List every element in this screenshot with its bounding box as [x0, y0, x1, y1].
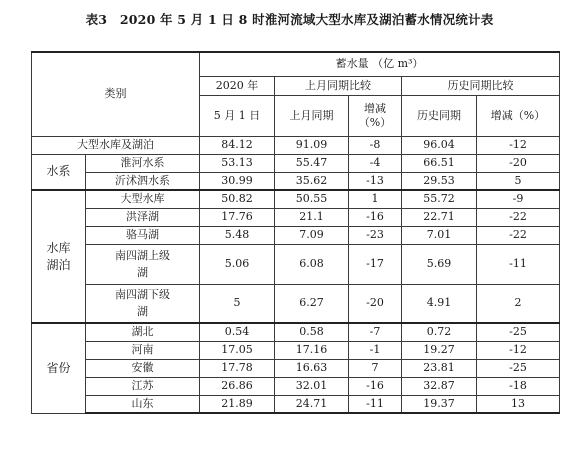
value-hist-change: -22	[477, 226, 560, 244]
value-history: 19.27	[402, 341, 477, 359]
value-last-month: 6.08	[275, 244, 349, 284]
value-history: 22.71	[402, 208, 477, 226]
value-hist-change: -12	[477, 136, 560, 154]
table-row	[32, 244, 560, 284]
value-history: 0.72	[402, 323, 477, 341]
value-history: 5.69	[402, 244, 477, 284]
table-row	[32, 323, 560, 341]
value-last-month: 0.58	[275, 323, 349, 341]
table-row	[32, 359, 560, 377]
value-history: 19.37	[402, 395, 477, 413]
row-label: 大型水库及湖泊	[32, 136, 200, 154]
value-mom-change: -8	[349, 136, 402, 154]
row-label: 江苏	[86, 377, 200, 395]
value-last-month: 6.27	[275, 284, 349, 323]
header-date: 5 月 1 日	[200, 95, 275, 136]
row-label: 沂沭泗水系	[86, 172, 200, 190]
header-history: 历史同期	[402, 95, 477, 136]
table-row	[32, 172, 560, 190]
value-mom-change: -17	[349, 244, 402, 284]
header-last-month: 上月同期	[275, 95, 349, 136]
value-history: 29.53	[402, 172, 477, 190]
value-last-month: 16.63	[275, 359, 349, 377]
header-year: 2020 年	[200, 76, 275, 95]
row-label: 骆马湖	[86, 226, 200, 244]
table-row	[32, 284, 560, 323]
group-label: 水系	[32, 154, 86, 190]
value-last-month: 91.09	[275, 136, 349, 154]
table-title: 表3 2020 年 5 月 1 日 8 时淮河流域大型水库及湖泊蓄水情况统计表	[85, 12, 494, 27]
value-last-month: 21.1	[275, 208, 349, 226]
value-hist-change: -25	[477, 359, 560, 377]
value-last-month: 50.55	[275, 190, 349, 208]
value-hist-change: -18	[477, 377, 560, 395]
header-hist-change: 增减（%）	[477, 95, 560, 136]
value-mom-change: -23	[349, 226, 402, 244]
row-label: 南四湖上级湖	[86, 244, 200, 284]
value-history: 55.72	[402, 190, 477, 208]
value-2020: 5.06	[200, 244, 275, 284]
value-history: 7.01	[402, 226, 477, 244]
value-mom-change: -16	[349, 208, 402, 226]
header-hist: 历史同期比较	[402, 76, 560, 95]
value-history: 4.91	[402, 284, 477, 323]
value-hist-change: 2	[477, 284, 560, 323]
value-mom-change: 1	[349, 190, 402, 208]
table-row	[32, 226, 560, 244]
value-last-month: 32.01	[275, 377, 349, 395]
value-2020: 17.78	[200, 359, 275, 377]
value-mom-change: -16	[349, 377, 402, 395]
table-row	[32, 377, 560, 395]
value-last-month: 24.71	[275, 395, 349, 413]
value-2020: 21.89	[200, 395, 275, 413]
value-mom-change: 7	[349, 359, 402, 377]
table-row	[32, 395, 560, 413]
value-history: 96.04	[402, 136, 477, 154]
row-label: 湖北	[86, 323, 200, 341]
header-mom-change: 增减（%）	[349, 95, 402, 136]
value-2020: 17.05	[200, 341, 275, 359]
value-2020: 50.82	[200, 190, 275, 208]
value-hist-change: 5	[477, 172, 560, 190]
value-2020: 0.54	[200, 323, 275, 341]
value-history: 32.87	[402, 377, 477, 395]
table-row	[32, 190, 560, 208]
value-mom-change: -7	[349, 323, 402, 341]
value-mom-change: -20	[349, 284, 402, 323]
value-hist-change: -20	[477, 154, 560, 172]
row-label: 大型水库	[86, 190, 200, 208]
value-last-month: 35.62	[275, 172, 349, 190]
value-mom-change: -4	[349, 154, 402, 172]
value-2020: 5	[200, 284, 275, 323]
value-hist-change: 13	[477, 395, 560, 413]
value-last-month: 7.09	[275, 226, 349, 244]
table-row	[32, 208, 560, 226]
value-2020: 84.12	[200, 136, 275, 154]
value-2020: 53.13	[200, 154, 275, 172]
value-last-month: 17.16	[275, 341, 349, 359]
header-mom: 上月同期比较	[275, 76, 402, 95]
value-hist-change: -22	[477, 208, 560, 226]
value-history: 66.51	[402, 154, 477, 172]
value-hist-change: -25	[477, 323, 560, 341]
table-row	[32, 341, 560, 359]
row-label: 河南	[86, 341, 200, 359]
value-hist-change: -12	[477, 341, 560, 359]
row-label: 南四湖下级湖	[86, 284, 200, 323]
value-2020: 5.48	[200, 226, 275, 244]
row-label: 洪泽湖	[86, 208, 200, 226]
group-label: 水库湖泊	[32, 190, 86, 323]
header-category: 类别	[32, 52, 200, 136]
row-label: 淮河水系	[86, 154, 200, 172]
value-mom-change: -13	[349, 172, 402, 190]
value-history: 23.81	[402, 359, 477, 377]
value-last-month: 55.47	[275, 154, 349, 172]
value-2020: 26.86	[200, 377, 275, 395]
value-mom-change: -1	[349, 341, 402, 359]
header-storage: 蓄水量 （亿 m³）	[200, 52, 560, 76]
table-row	[32, 154, 560, 172]
value-hist-change: -11	[477, 244, 560, 284]
group-label: 省份	[32, 323, 86, 413]
row-label: 安徽	[86, 359, 200, 377]
value-2020: 17.76	[200, 208, 275, 226]
value-mom-change: -11	[349, 395, 402, 413]
table-row	[32, 136, 560, 154]
row-label: 山东	[86, 395, 200, 413]
value-2020: 30.99	[200, 172, 275, 190]
storage-table	[31, 51, 560, 414]
value-hist-change: -9	[477, 190, 560, 208]
